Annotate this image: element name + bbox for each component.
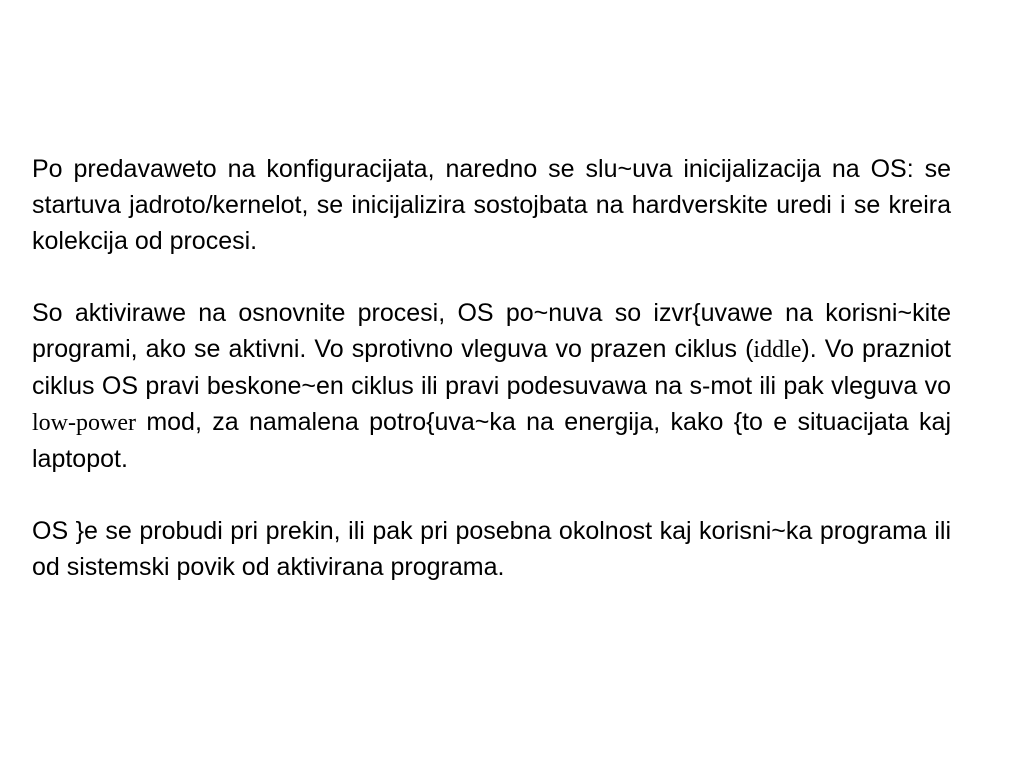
paragraph-2-text-start: So aktivirawe na osnovnite procesi, OS po~nuva so izvr{uvawe na korisni~kite programi, ako se aktivni. Vo sprotivno vleguva vo prazen ciklus ( [32, 299, 951, 363]
term-low-power: low-power [32, 410, 136, 436]
term-iddle: iddle [753, 337, 802, 363]
paragraph-os-initialization [32, 151, 951, 259]
paragraph-1-text: Po predavaweto na konfiguracijata, naredno se slu~uva inicijalizacija na OS: se startuva jadroto/kernelot, se inicijalizira sostojbata na hardverskite uredi i se kreira kolekcija od procesi. [32, 155, 951, 255]
paragraph-2-text-middle: ). Vo prazniot ciklus OS pravi beskone~en ciklus ili pravi podesuvawa na s-mot ili pak vleguva vo [32, 335, 951, 400]
slide-text-body [32, 151, 951, 585]
paragraph-wakeup [32, 513, 951, 585]
paragraph-3-text: OS }e se probudi pri prekin, ili pak pri posebna okolnost kaj korisni~ka programa ili od sistemski povik od aktivirana programa. [32, 517, 951, 581]
paragraph-2-text-end: mod, za namalena potro{uva~ka na energija, kako {to e situacijata kaj laptopot. [32, 408, 951, 473]
paragraph-idle-cycle [32, 295, 951, 477]
